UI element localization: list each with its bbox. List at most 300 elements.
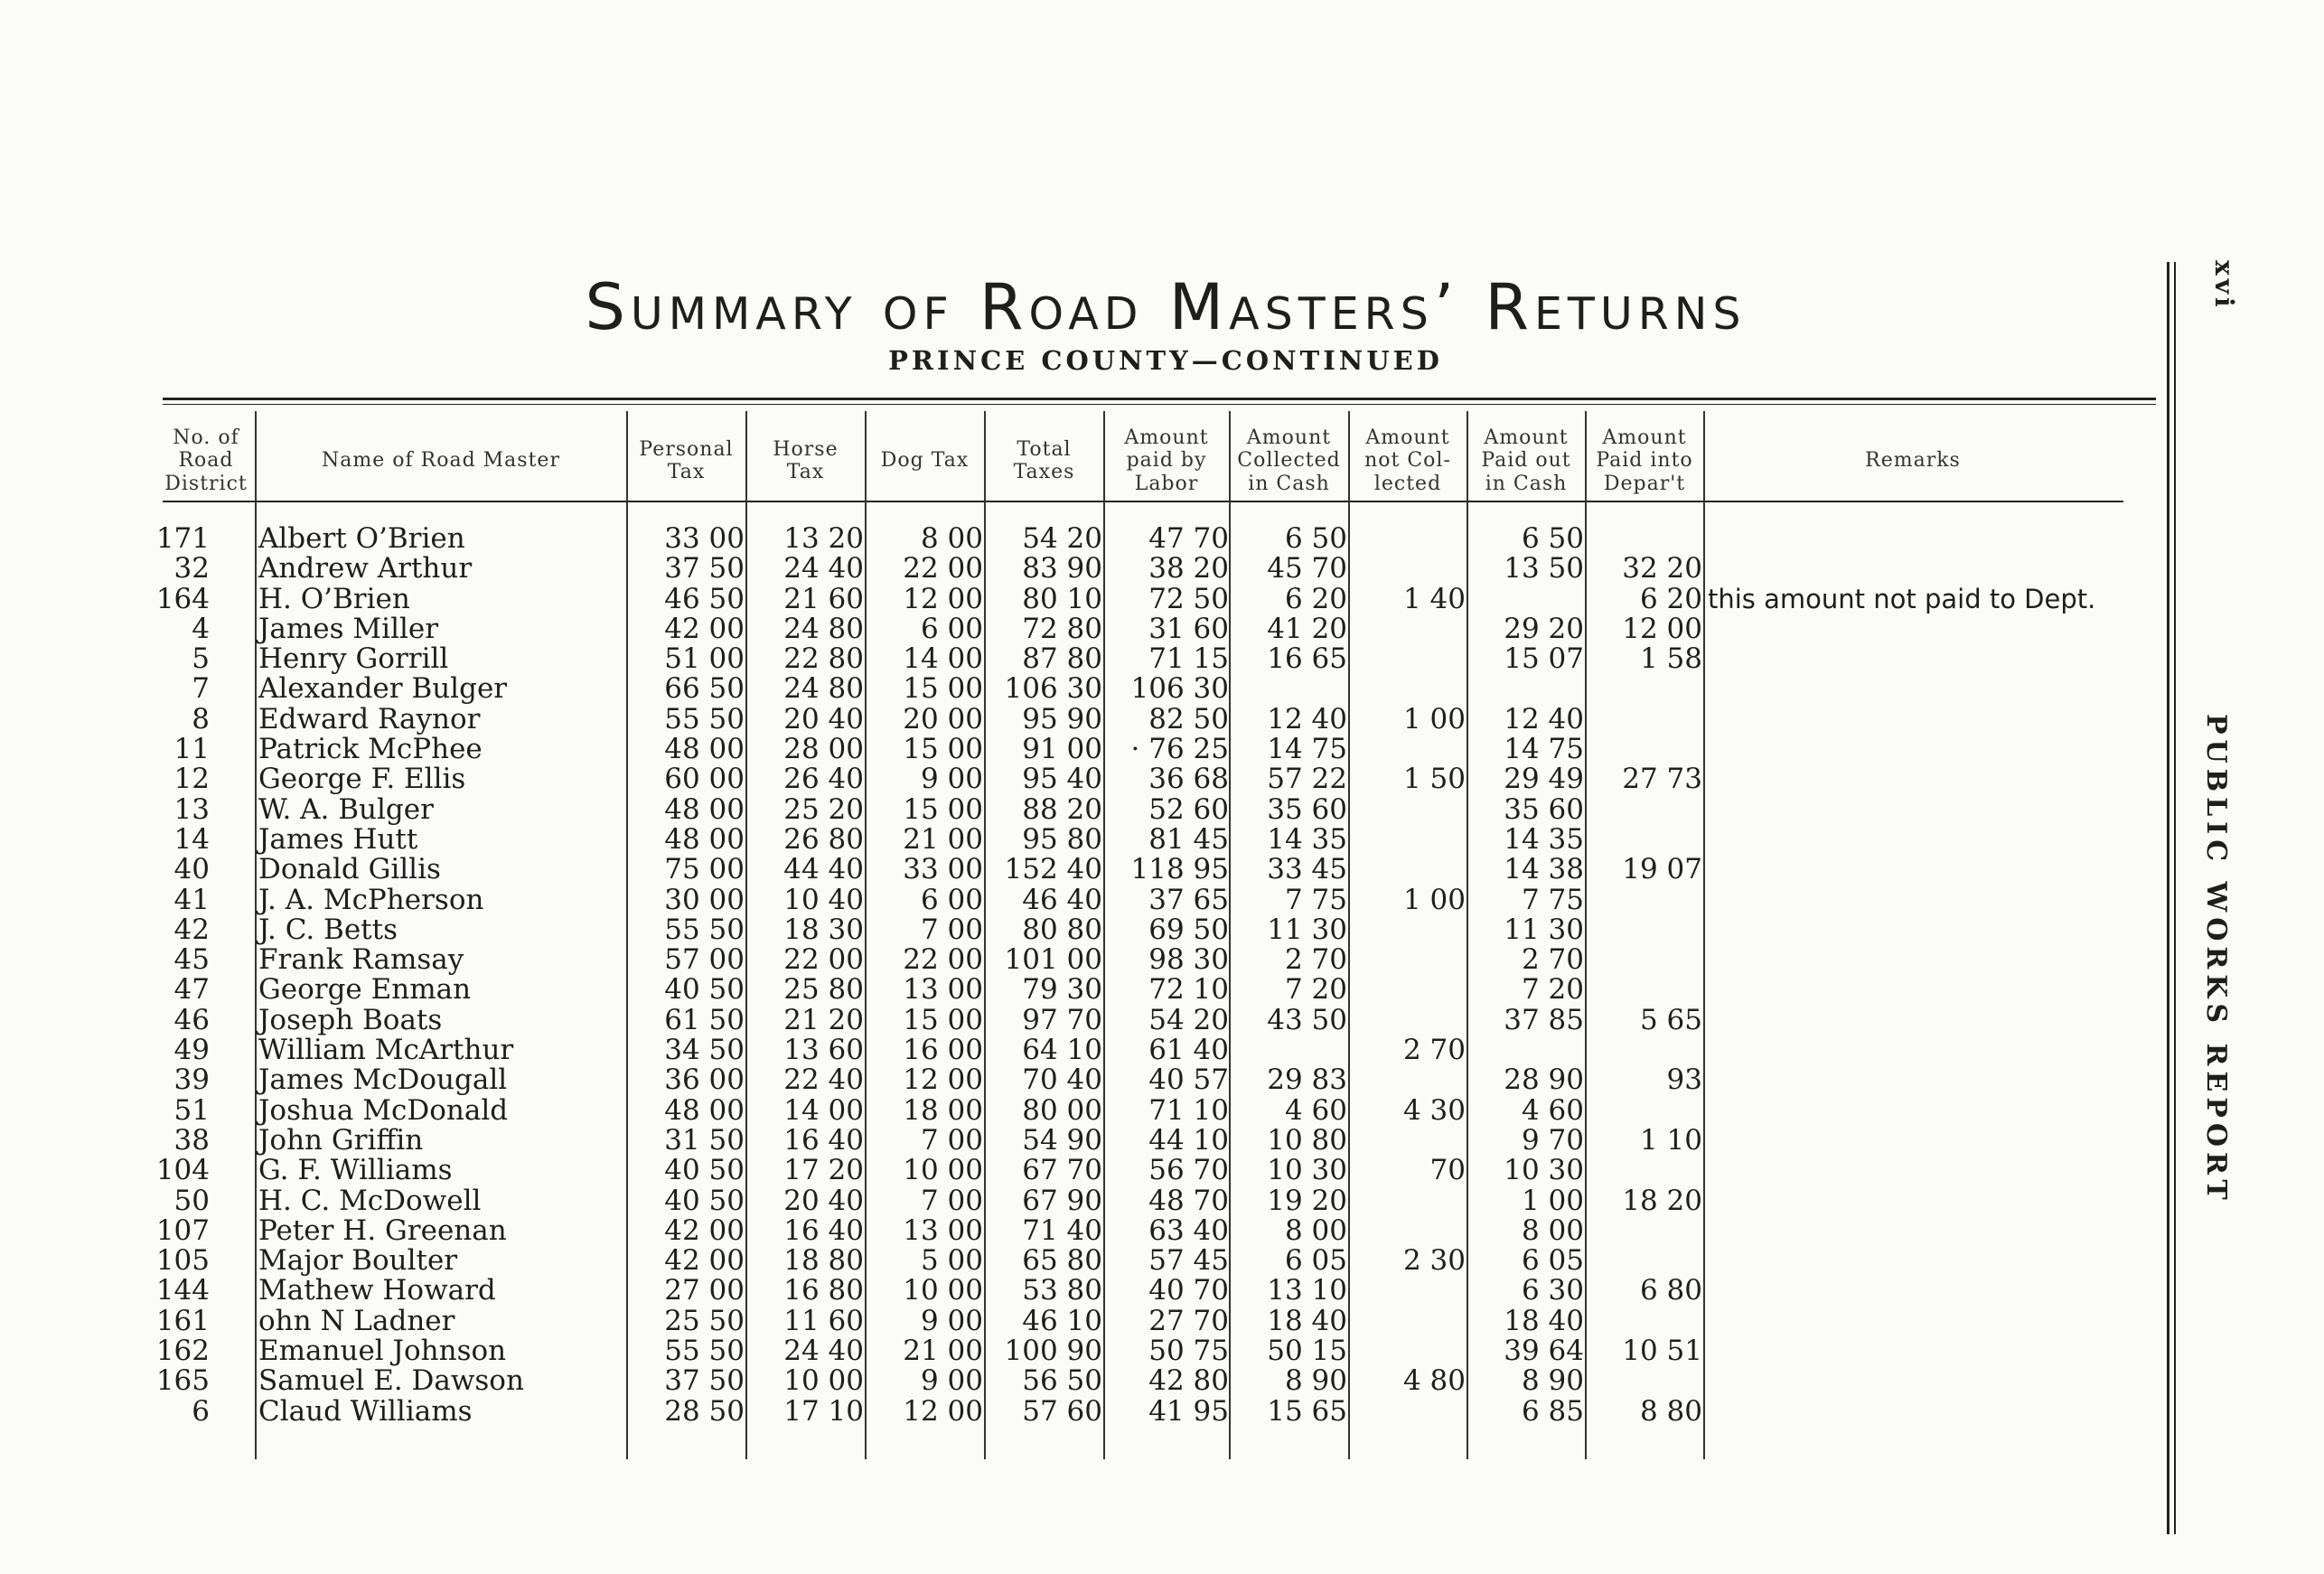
paid-out-cell: 6 05: [1521, 1244, 1584, 1278]
horse-tax-cell: 10 00: [783, 1364, 864, 1398]
table-row: [0, 1336, 2187, 1366]
road-master-cell: George F. Ellis: [258, 763, 466, 796]
district-cell: 42: [173, 913, 210, 946]
total-taxes-cell: 54 20: [1022, 522, 1102, 555]
personal-tax-cell: 66 50: [664, 672, 745, 706]
dog-tax-cell: 15 00: [903, 1003, 983, 1036]
district-cell: 38: [173, 1123, 210, 1157]
road-master-cell: Henry Gorrill: [258, 642, 449, 676]
horse-tax-cell: 17 20: [783, 1154, 864, 1187]
personal-tax-cell: 42 00: [664, 1244, 745, 1278]
total-taxes-cell: 80 80: [1022, 913, 1102, 946]
district-cell: 165: [155, 1364, 210, 1398]
horse-tax-cell: 25 80: [783, 973, 864, 1007]
paid-into-dept-cell: 6 80: [1639, 1274, 1702, 1307]
header-horse-tax: Horse Tax: [773, 437, 839, 483]
personal-tax-cell: 37 50: [664, 552, 745, 586]
header-personal-tax: Personal Tax: [639, 437, 734, 483]
road-master-cell: Edward Raynor: [258, 702, 481, 735]
paid-into-dept-cell: 18 20: [1622, 1184, 1702, 1217]
paid-by-labor-cell: · 76 25: [1130, 733, 1229, 766]
dog-tax-cell: 10 00: [903, 1274, 983, 1307]
paid-out-cell: 37 85: [1504, 1003, 1584, 1036]
dog-tax-cell: 13 00: [903, 1213, 983, 1247]
paid-into-dept-cell: 32 20: [1622, 552, 1702, 586]
paid-out-cell: 15 07: [1504, 642, 1584, 676]
road-master-cell: William McArthur: [258, 1034, 514, 1067]
personal-tax-cell: 34 50: [664, 1034, 745, 1067]
paid-into-dept-cell: 8 80: [1639, 1394, 1702, 1428]
personal-tax-cell: 40 50: [664, 973, 745, 1007]
header-paid-by-labor: Amount paid by Labor: [1124, 426, 1209, 495]
horse-tax-cell: 24 40: [783, 552, 864, 586]
personal-tax-cell: 55 50: [664, 913, 745, 946]
dog-tax-cell: 7 00: [920, 1123, 983, 1157]
district-cell: 49: [173, 1034, 210, 1067]
page-subtitle: PRINCE COUNTY—CONTINUED: [888, 345, 1443, 376]
collected-cash-cell: 15 65: [1267, 1394, 1347, 1428]
not-collected-cell: 70: [1429, 1154, 1466, 1187]
horse-tax-cell: 21 60: [783, 582, 864, 615]
personal-tax-cell: 55 50: [664, 1335, 745, 1368]
road-master-cell: Joseph Boats: [258, 1003, 443, 1036]
collected-cash-cell: 6 20: [1284, 582, 1347, 615]
collected-cash-cell: 4 60: [1284, 1093, 1347, 1127]
road-master-cell: H. O’Brien: [258, 582, 410, 615]
collected-cash-cell: 50 15: [1267, 1335, 1347, 1368]
collected-cash-cell: 16 65: [1267, 642, 1347, 676]
district-cell: 32: [173, 552, 210, 586]
road-master-cell: Claud Williams: [258, 1394, 473, 1428]
paid-out-cell: 10 30: [1504, 1154, 1584, 1187]
collected-cash-cell: 57 22: [1267, 763, 1347, 796]
paid-by-labor-cell: 42 80: [1148, 1364, 1229, 1398]
personal-tax-cell: 51 00: [664, 642, 745, 676]
not-collected-cell: 1 00: [1402, 702, 1466, 735]
personal-tax-cell: 33 00: [664, 522, 745, 555]
table-row: [0, 1213, 2187, 1247]
table-row: [0, 554, 2187, 584]
horse-tax-cell: 22 40: [783, 1063, 864, 1097]
dog-tax-cell: 33 00: [903, 853, 983, 886]
dog-tax-cell: 13 00: [903, 973, 983, 1007]
paid-by-labor-cell: 37 65: [1148, 883, 1229, 916]
road-master-cell: Peter H. Greenan: [258, 1213, 507, 1247]
personal-tax-cell: 28 50: [664, 1394, 745, 1428]
district-cell: 46: [173, 1003, 210, 1036]
horse-tax-cell: 13 20: [783, 522, 864, 555]
total-taxes-cell: 46 10: [1022, 1304, 1102, 1337]
not-collected-cell: 1 00: [1402, 883, 1466, 916]
paid-out-cell: 8 90: [1521, 1364, 1584, 1398]
paid-by-labor-cell: 98 30: [1148, 943, 1229, 977]
collected-cash-cell: 14 75: [1267, 733, 1347, 766]
table-row: [0, 1123, 2187, 1157]
horse-tax-cell: 17 10: [783, 1394, 864, 1428]
total-taxes-cell: 67 70: [1022, 1154, 1102, 1187]
road-master-cell: J. C. Betts: [258, 913, 398, 946]
personal-tax-cell: 57 00: [664, 943, 745, 977]
table-row: [0, 644, 2187, 674]
road-master-cell: Patrick McPhee: [258, 733, 483, 766]
header-not-collected: Amount not Col- lected: [1364, 426, 1451, 495]
total-taxes-cell: 54 90: [1022, 1123, 1102, 1157]
personal-tax-cell: 46 50: [664, 582, 745, 615]
dog-tax-cell: 6 00: [920, 883, 983, 916]
personal-tax-cell: 42 00: [664, 1213, 745, 1247]
not-collected-cell: 2 70: [1402, 1034, 1466, 1067]
dog-tax-cell: 21 00: [903, 1335, 983, 1368]
personal-tax-cell: 30 00: [664, 883, 745, 916]
horse-tax-cell: 18 30: [783, 913, 864, 946]
paid-out-cell: 13 50: [1504, 552, 1584, 586]
personal-tax-cell: 48 00: [664, 822, 745, 856]
personal-tax-cell: 60 00: [664, 763, 745, 796]
paid-into-dept-cell: 19 07: [1622, 853, 1702, 886]
total-taxes-cell: 97 70: [1022, 1003, 1102, 1036]
header-collected-in-cash: Amount Collected in Cash: [1237, 426, 1341, 495]
district-cell: 45: [173, 943, 210, 977]
district-cell: 47: [173, 973, 210, 1007]
personal-tax-cell: 40 50: [664, 1154, 745, 1187]
table-row: [0, 1065, 2187, 1095]
header-remarks: Remarks: [1865, 449, 1961, 473]
total-taxes-cell: 64 10: [1022, 1034, 1102, 1067]
collected-cash-cell: 2 70: [1284, 943, 1347, 977]
horse-tax-cell: 24 80: [783, 672, 864, 706]
paid-by-labor-cell: 47 70: [1148, 522, 1229, 555]
dog-tax-cell: 22 00: [903, 943, 983, 977]
paid-out-cell: 4 60: [1521, 1093, 1584, 1127]
total-taxes-cell: 95 80: [1022, 822, 1102, 856]
collected-cash-cell: 18 40: [1267, 1304, 1347, 1337]
paid-by-labor-cell: 63 40: [1148, 1213, 1229, 1247]
paid-out-cell: 6 30: [1521, 1274, 1584, 1307]
district-cell: 5: [192, 642, 210, 676]
district-cell: 40: [173, 853, 210, 886]
collected-cash-cell: 6 05: [1284, 1244, 1347, 1278]
paid-by-labor-cell: 82 50: [1148, 702, 1229, 735]
paid-out-cell: 6 85: [1521, 1394, 1584, 1428]
collected-cash-cell: 7 75: [1284, 883, 1347, 916]
horse-tax-cell: 18 80: [783, 1244, 864, 1278]
personal-tax-cell: 40 50: [664, 1184, 745, 1217]
collected-cash-cell: 7 20: [1284, 973, 1347, 1007]
paid-by-labor-cell: 69 50: [1148, 913, 1229, 946]
personal-tax-cell: 27 00: [664, 1274, 745, 1307]
table-row: [0, 764, 2187, 794]
dog-tax-cell: 8 00: [920, 522, 983, 555]
paid-by-labor-cell: 72 10: [1148, 973, 1229, 1007]
personal-tax-cell: 75 00: [664, 853, 745, 886]
road-master-cell: Joshua McDonald: [258, 1093, 509, 1127]
paid-into-dept-cell: 1 10: [1639, 1123, 1702, 1157]
horse-tax-cell: 20 40: [783, 1184, 864, 1217]
total-taxes-cell: 57 60: [1022, 1394, 1102, 1428]
road-master-cell: W. A. Bulger: [258, 792, 434, 826]
table-row: [0, 792, 2187, 826]
paid-into-dept-cell: 6 20: [1639, 582, 1702, 615]
horse-tax-cell: 16 40: [783, 1213, 864, 1247]
district-cell: 107: [155, 1213, 210, 1247]
dog-tax-cell: 15 00: [903, 792, 983, 826]
paid-by-labor-cell: 72 50: [1148, 582, 1229, 615]
page-number: xvi: [2209, 260, 2239, 311]
horse-tax-cell: 28 00: [783, 733, 864, 766]
table-row: [0, 1276, 2187, 1306]
table-row: [0, 975, 2187, 1005]
personal-tax-cell: 25 50: [664, 1304, 745, 1337]
horse-tax-cell: 16 80: [783, 1274, 864, 1307]
district-cell: 105: [155, 1244, 210, 1278]
horse-tax-cell: 10 40: [783, 883, 864, 916]
paid-into-dept-cell: 93: [1666, 1063, 1702, 1097]
horse-tax-cell: 24 40: [783, 1335, 864, 1368]
horse-tax-cell: 11 60: [783, 1304, 864, 1337]
total-taxes-cell: 56 50: [1022, 1364, 1102, 1398]
paid-by-labor-cell: 40 70: [1148, 1274, 1229, 1307]
page-title: Summary of Road Masters’ Returns: [585, 270, 1747, 344]
header-paid-out-in-cash: Amount Paid out in Cash: [1481, 426, 1571, 495]
header-name: Name of Road Master: [322, 449, 560, 473]
table-row: [0, 582, 2187, 615]
paid-into-dept-cell: 12 00: [1622, 612, 1702, 645]
road-master-cell: Frank Ramsay: [258, 943, 464, 977]
paid-out-cell: 18 40: [1504, 1304, 1584, 1337]
table-row: [0, 614, 2187, 644]
dog-tax-cell: 21 00: [903, 822, 983, 856]
total-taxes-cell: 106 30: [1004, 672, 1102, 706]
paid-by-labor-cell: 61 40: [1148, 1034, 1229, 1067]
not-collected-cell: 1 40: [1402, 582, 1466, 615]
paid-out-cell: 7 20: [1521, 973, 1584, 1007]
paid-out-cell: 14 75: [1504, 733, 1584, 766]
horse-tax-cell: 20 40: [783, 702, 864, 735]
horse-tax-cell: 26 40: [783, 763, 864, 796]
paid-out-cell: 7 75: [1521, 883, 1584, 916]
district-cell: 164: [155, 582, 210, 615]
personal-tax-cell: 31 50: [664, 1123, 745, 1157]
paid-out-cell: 9 70: [1521, 1123, 1584, 1157]
total-taxes-cell: 65 80: [1022, 1244, 1102, 1278]
table-row: [0, 915, 2187, 945]
horse-tax-cell: 13 60: [783, 1034, 864, 1067]
paid-by-labor-cell: 71 15: [1148, 642, 1229, 676]
not-collected-cell: 4 30: [1402, 1093, 1466, 1127]
collected-cash-cell: 11 30: [1267, 913, 1347, 946]
road-master-cell: J. A. McPherson: [258, 883, 484, 916]
paid-by-labor-cell: 48 70: [1148, 1184, 1229, 1217]
table-row: [0, 735, 2187, 764]
personal-tax-cell: 48 00: [664, 733, 745, 766]
total-taxes-cell: 71 40: [1022, 1213, 1102, 1247]
table-row: [0, 674, 2187, 704]
paid-out-cell: 14 38: [1504, 853, 1584, 886]
dog-tax-cell: 12 00: [903, 1063, 983, 1097]
header-paid-into-dept: Amount Paid into Depar't: [1596, 426, 1693, 495]
paid-by-labor-cell: 52 60: [1148, 792, 1229, 826]
total-taxes-cell: 53 80: [1022, 1274, 1102, 1307]
paid-out-cell: 14 35: [1504, 822, 1584, 856]
collected-cash-cell: 12 40: [1267, 702, 1347, 735]
district-cell: 161: [155, 1304, 210, 1337]
paid-by-labor-cell: 81 45: [1148, 822, 1229, 856]
dog-tax-cell: 5 00: [920, 1244, 983, 1278]
collected-cash-cell: 10 80: [1267, 1123, 1347, 1157]
dog-tax-cell: 12 00: [903, 582, 983, 615]
table-row: [0, 1394, 2187, 1428]
paid-out-cell: 8 00: [1521, 1213, 1584, 1247]
road-master-cell: G. F. Williams: [258, 1154, 453, 1187]
dog-tax-cell: 6 00: [920, 612, 983, 645]
dog-tax-cell: 15 00: [903, 733, 983, 766]
district-cell: 8: [192, 702, 210, 735]
dog-tax-cell: 15 00: [903, 672, 983, 706]
collected-cash-cell: 35 60: [1267, 792, 1347, 826]
district-cell: 4: [192, 612, 210, 645]
personal-tax-cell: 36 00: [664, 1063, 745, 1097]
district-cell: 41: [173, 883, 210, 916]
paid-into-dept-cell: 27 73: [1622, 763, 1702, 796]
dog-tax-cell: 7 00: [920, 1184, 983, 1217]
total-taxes-cell: 67 90: [1022, 1184, 1102, 1217]
paid-out-cell: 29 49: [1504, 763, 1584, 796]
collected-cash-cell: 43 50: [1267, 1003, 1347, 1036]
personal-tax-cell: 37 50: [664, 1364, 745, 1398]
table-row: [0, 885, 2187, 915]
table-row: [0, 1156, 2187, 1185]
paid-by-labor-cell: 40 57: [1148, 1063, 1229, 1097]
road-master-cell: Samuel E. Dawson: [258, 1364, 524, 1398]
district-cell: 13: [173, 792, 210, 826]
remarks-cell: this amount not paid to Dept.: [1708, 583, 2096, 614]
total-taxes-cell: 91 00: [1022, 733, 1102, 766]
total-taxes-cell: 95 90: [1022, 702, 1102, 735]
collected-cash-cell: 13 10: [1267, 1274, 1347, 1307]
district-cell: 104: [155, 1154, 210, 1187]
dog-tax-cell: 10 00: [903, 1154, 983, 1187]
dog-tax-cell: 9 00: [920, 1364, 983, 1398]
table-row: [0, 945, 2187, 975]
paid-by-labor-cell: 38 20: [1148, 552, 1229, 586]
collected-cash-cell: 33 45: [1267, 853, 1347, 886]
collected-cash-cell: 8 90: [1284, 1364, 1347, 1398]
road-master-cell: Albert O’Brien: [258, 522, 465, 555]
district-cell: 162: [155, 1335, 210, 1368]
paid-into-dept-cell: 1 58: [1639, 642, 1702, 676]
road-master-cell: Major Boulter: [258, 1244, 458, 1278]
total-taxes-cell: 101 00: [1004, 943, 1102, 977]
road-master-cell: John Griffin: [258, 1123, 424, 1157]
district-cell: 11: [173, 733, 210, 766]
paid-out-cell: 35 60: [1504, 792, 1584, 826]
horse-tax-cell: 16 40: [783, 1123, 864, 1157]
district-cell: 6: [192, 1394, 210, 1428]
paid-by-labor-cell: 56 70: [1148, 1154, 1229, 1187]
district-cell: 14: [173, 822, 210, 856]
total-taxes-cell: 80 00: [1022, 1093, 1102, 1127]
dog-tax-cell: 18 00: [903, 1093, 983, 1127]
table-top-rule: [163, 398, 2156, 400]
horse-tax-cell: 21 20: [783, 1003, 864, 1036]
collected-cash-cell: 45 70: [1267, 552, 1347, 586]
district-cell: 7: [192, 672, 210, 706]
not-collected-cell: 1 50: [1402, 763, 1466, 796]
collected-cash-cell: 19 20: [1267, 1184, 1347, 1217]
paid-into-dept-cell: 10 51: [1622, 1335, 1702, 1368]
district-cell: 39: [173, 1063, 210, 1097]
dog-tax-cell: 20 00: [903, 702, 983, 735]
personal-tax-cell: 61 50: [664, 1003, 745, 1036]
total-taxes-cell: 80 10: [1022, 582, 1102, 615]
dog-tax-cell: 22 00: [903, 552, 983, 586]
paid-by-labor-cell: 50 75: [1148, 1335, 1229, 1368]
district-cell: 12: [173, 763, 210, 796]
total-taxes-cell: 152 40: [1004, 853, 1102, 886]
collected-cash-cell: 8 00: [1284, 1213, 1347, 1247]
horse-tax-cell: 25 20: [783, 792, 864, 826]
district-cell: 50: [173, 1184, 210, 1217]
paid-by-labor-cell: 36 68: [1148, 763, 1229, 796]
paid-by-labor-cell: 118 95: [1130, 853, 1229, 886]
district-cell: 171: [155, 522, 210, 555]
paid-into-dept-cell: 5 65: [1639, 1003, 1702, 1036]
paid-by-labor-cell: 27 70: [1148, 1304, 1229, 1337]
total-taxes-cell: 100 90: [1004, 1335, 1102, 1368]
road-master-cell: George Enman: [258, 973, 472, 1007]
horse-tax-cell: 14 00: [783, 1093, 864, 1127]
table-body: [0, 524, 2187, 1427]
dog-tax-cell: 14 00: [903, 642, 983, 676]
collected-cash-cell: 29 83: [1267, 1063, 1347, 1097]
dog-tax-cell: 9 00: [920, 763, 983, 796]
paid-by-labor-cell: 54 20: [1148, 1003, 1229, 1036]
road-master-cell: Andrew Arthur: [258, 552, 473, 586]
dog-tax-cell: 16 00: [903, 1034, 983, 1067]
road-master-cell: James Miller: [258, 612, 439, 645]
paid-by-labor-cell: 41 95: [1148, 1394, 1229, 1428]
district-cell: 51: [173, 1093, 210, 1127]
total-taxes-cell: 88 20: [1022, 792, 1102, 826]
paid-out-cell: 39 64: [1504, 1335, 1584, 1368]
not-collected-cell: 2 30: [1402, 1244, 1466, 1278]
personal-tax-cell: 48 00: [664, 1093, 745, 1127]
horse-tax-cell: 26 80: [783, 822, 864, 856]
header-total-taxes: Total Taxes: [1013, 437, 1075, 483]
paid-out-cell: 1 00: [1521, 1184, 1584, 1217]
table-row: [0, 1003, 2187, 1036]
road-master-cell: H. C. McDowell: [258, 1184, 482, 1217]
paid-by-labor-cell: 57 45: [1148, 1244, 1229, 1278]
total-taxes-cell: 46 40: [1022, 883, 1102, 916]
paid-out-cell: 6 50: [1521, 522, 1584, 555]
total-taxes-cell: 83 90: [1022, 552, 1102, 586]
table-row: [0, 855, 2187, 885]
table-row: [0, 1366, 2187, 1396]
paid-by-labor-cell: 106 30: [1130, 672, 1229, 706]
paid-by-labor-cell: 71 10: [1148, 1093, 1229, 1127]
personal-tax-cell: 48 00: [664, 792, 745, 826]
road-master-cell: Donald Gillis: [258, 853, 441, 886]
paid-out-cell: 28 90: [1504, 1063, 1584, 1097]
road-master-cell: Emanuel Johnson: [258, 1335, 507, 1368]
horse-tax-cell: 22 00: [783, 943, 864, 977]
table-row: [0, 1035, 2187, 1065]
table-top-rule-thin: [163, 404, 2156, 405]
personal-tax-cell: 42 00: [664, 612, 745, 645]
table-row: [0, 1246, 2187, 1276]
road-master-cell: Mathew Howard: [258, 1274, 496, 1307]
